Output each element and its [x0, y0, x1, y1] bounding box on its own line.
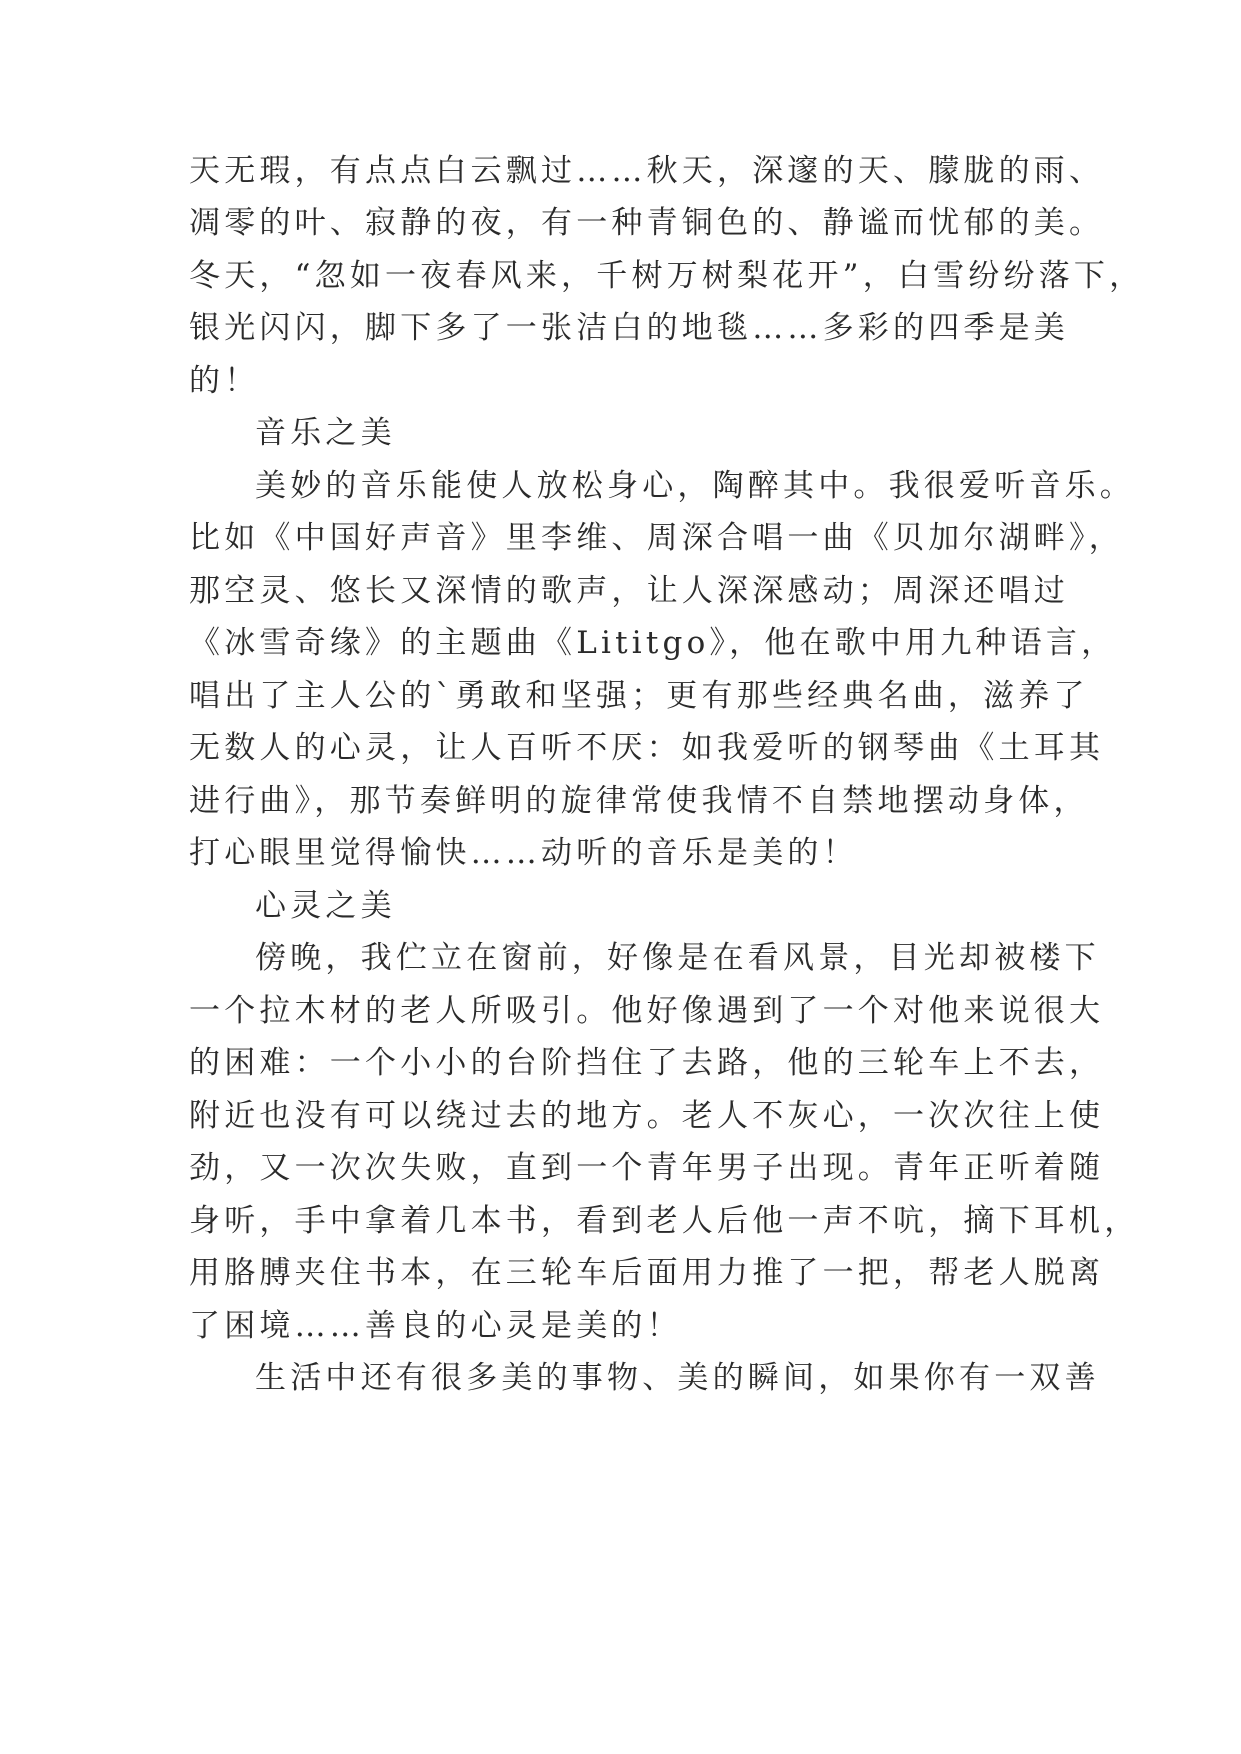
- text-line: 进行曲》，那节奏鲜明的旋律常使我情不自禁地摆动身体，: [189, 783, 1089, 819]
- text-line: 银光闪闪，脚下多了一张洁白的地毯……多彩的四季是美: [189, 310, 1069, 346]
- text-line: 唱出了主人公的`勇敢和坚强；更有那些经典名曲，滋养了: [189, 678, 1089, 714]
- text-line: 一个拉木材的老人所吸引。他好像遇到了一个对他来说很大: [189, 993, 1105, 1029]
- text-line: 比如《中国好声音》里李维、周深合唱一曲《贝加尔湖畔》，: [189, 520, 1124, 556]
- text-line: 的困难：一个小小的台阶挡住了去路，他的三轮车上不去，: [189, 1045, 1105, 1081]
- text-line: 冬天，“忽如一夜春风来，千树万树梨花开”，白雪纷纷落下，: [189, 258, 1145, 294]
- text-line: 天无瑕，有点点白云飘过……秋天，深邃的天、朦胧的雨、: [189, 153, 1105, 189]
- paragraph-first-line: 生活中还有很多美的事物、美的瞬间，如果你有一双善: [255, 1360, 1100, 1396]
- text-line: 了困境……善良的心灵是美的！: [189, 1308, 682, 1344]
- text-line: 打心眼里觉得愉快……动听的音乐是美的！: [189, 835, 858, 871]
- text-line: 《冰雪奇缘》的主题曲《Lititgo》，他在歌中用九种语言，: [189, 625, 1117, 661]
- paragraph-first-line: 傍晚，我伫立在窗前，好像是在看风景，目光却被楼下: [255, 940, 1100, 976]
- section-heading-music: 音乐之美: [255, 415, 396, 451]
- text-line: 的！: [189, 363, 260, 399]
- text-line: 那空灵、悠长又深情的歌声，让人深深感动；周深还唱过: [189, 573, 1069, 609]
- text-line: 用胳膊夹住书本，在三轮车后面用力推了一把，帮老人脱离: [189, 1255, 1105, 1291]
- text-line: 附近也没有可以绕过去的地方。老人不灰心，一次次往上使: [189, 1098, 1105, 1134]
- text-line: 身听，手中拿着几本书，看到老人后他一声不吭，摘下耳机，: [189, 1203, 1140, 1239]
- section-heading-heart: 心灵之美: [255, 888, 396, 924]
- text-line: 无数人的心灵，让人百听不厌：如我爱听的钢琴曲《土耳其: [189, 730, 1105, 766]
- text-line: 劲，又一次次失败，直到一个青年男子出现。青年正听着随: [189, 1150, 1105, 1186]
- paragraph-first-line: 美妙的音乐能使人放松身心，陶醉其中。我很爱听音乐。: [255, 468, 1135, 504]
- text-line: 凋零的叶、寂静的夜，有一种青铜色的、静谧而忧郁的美。: [189, 205, 1105, 241]
